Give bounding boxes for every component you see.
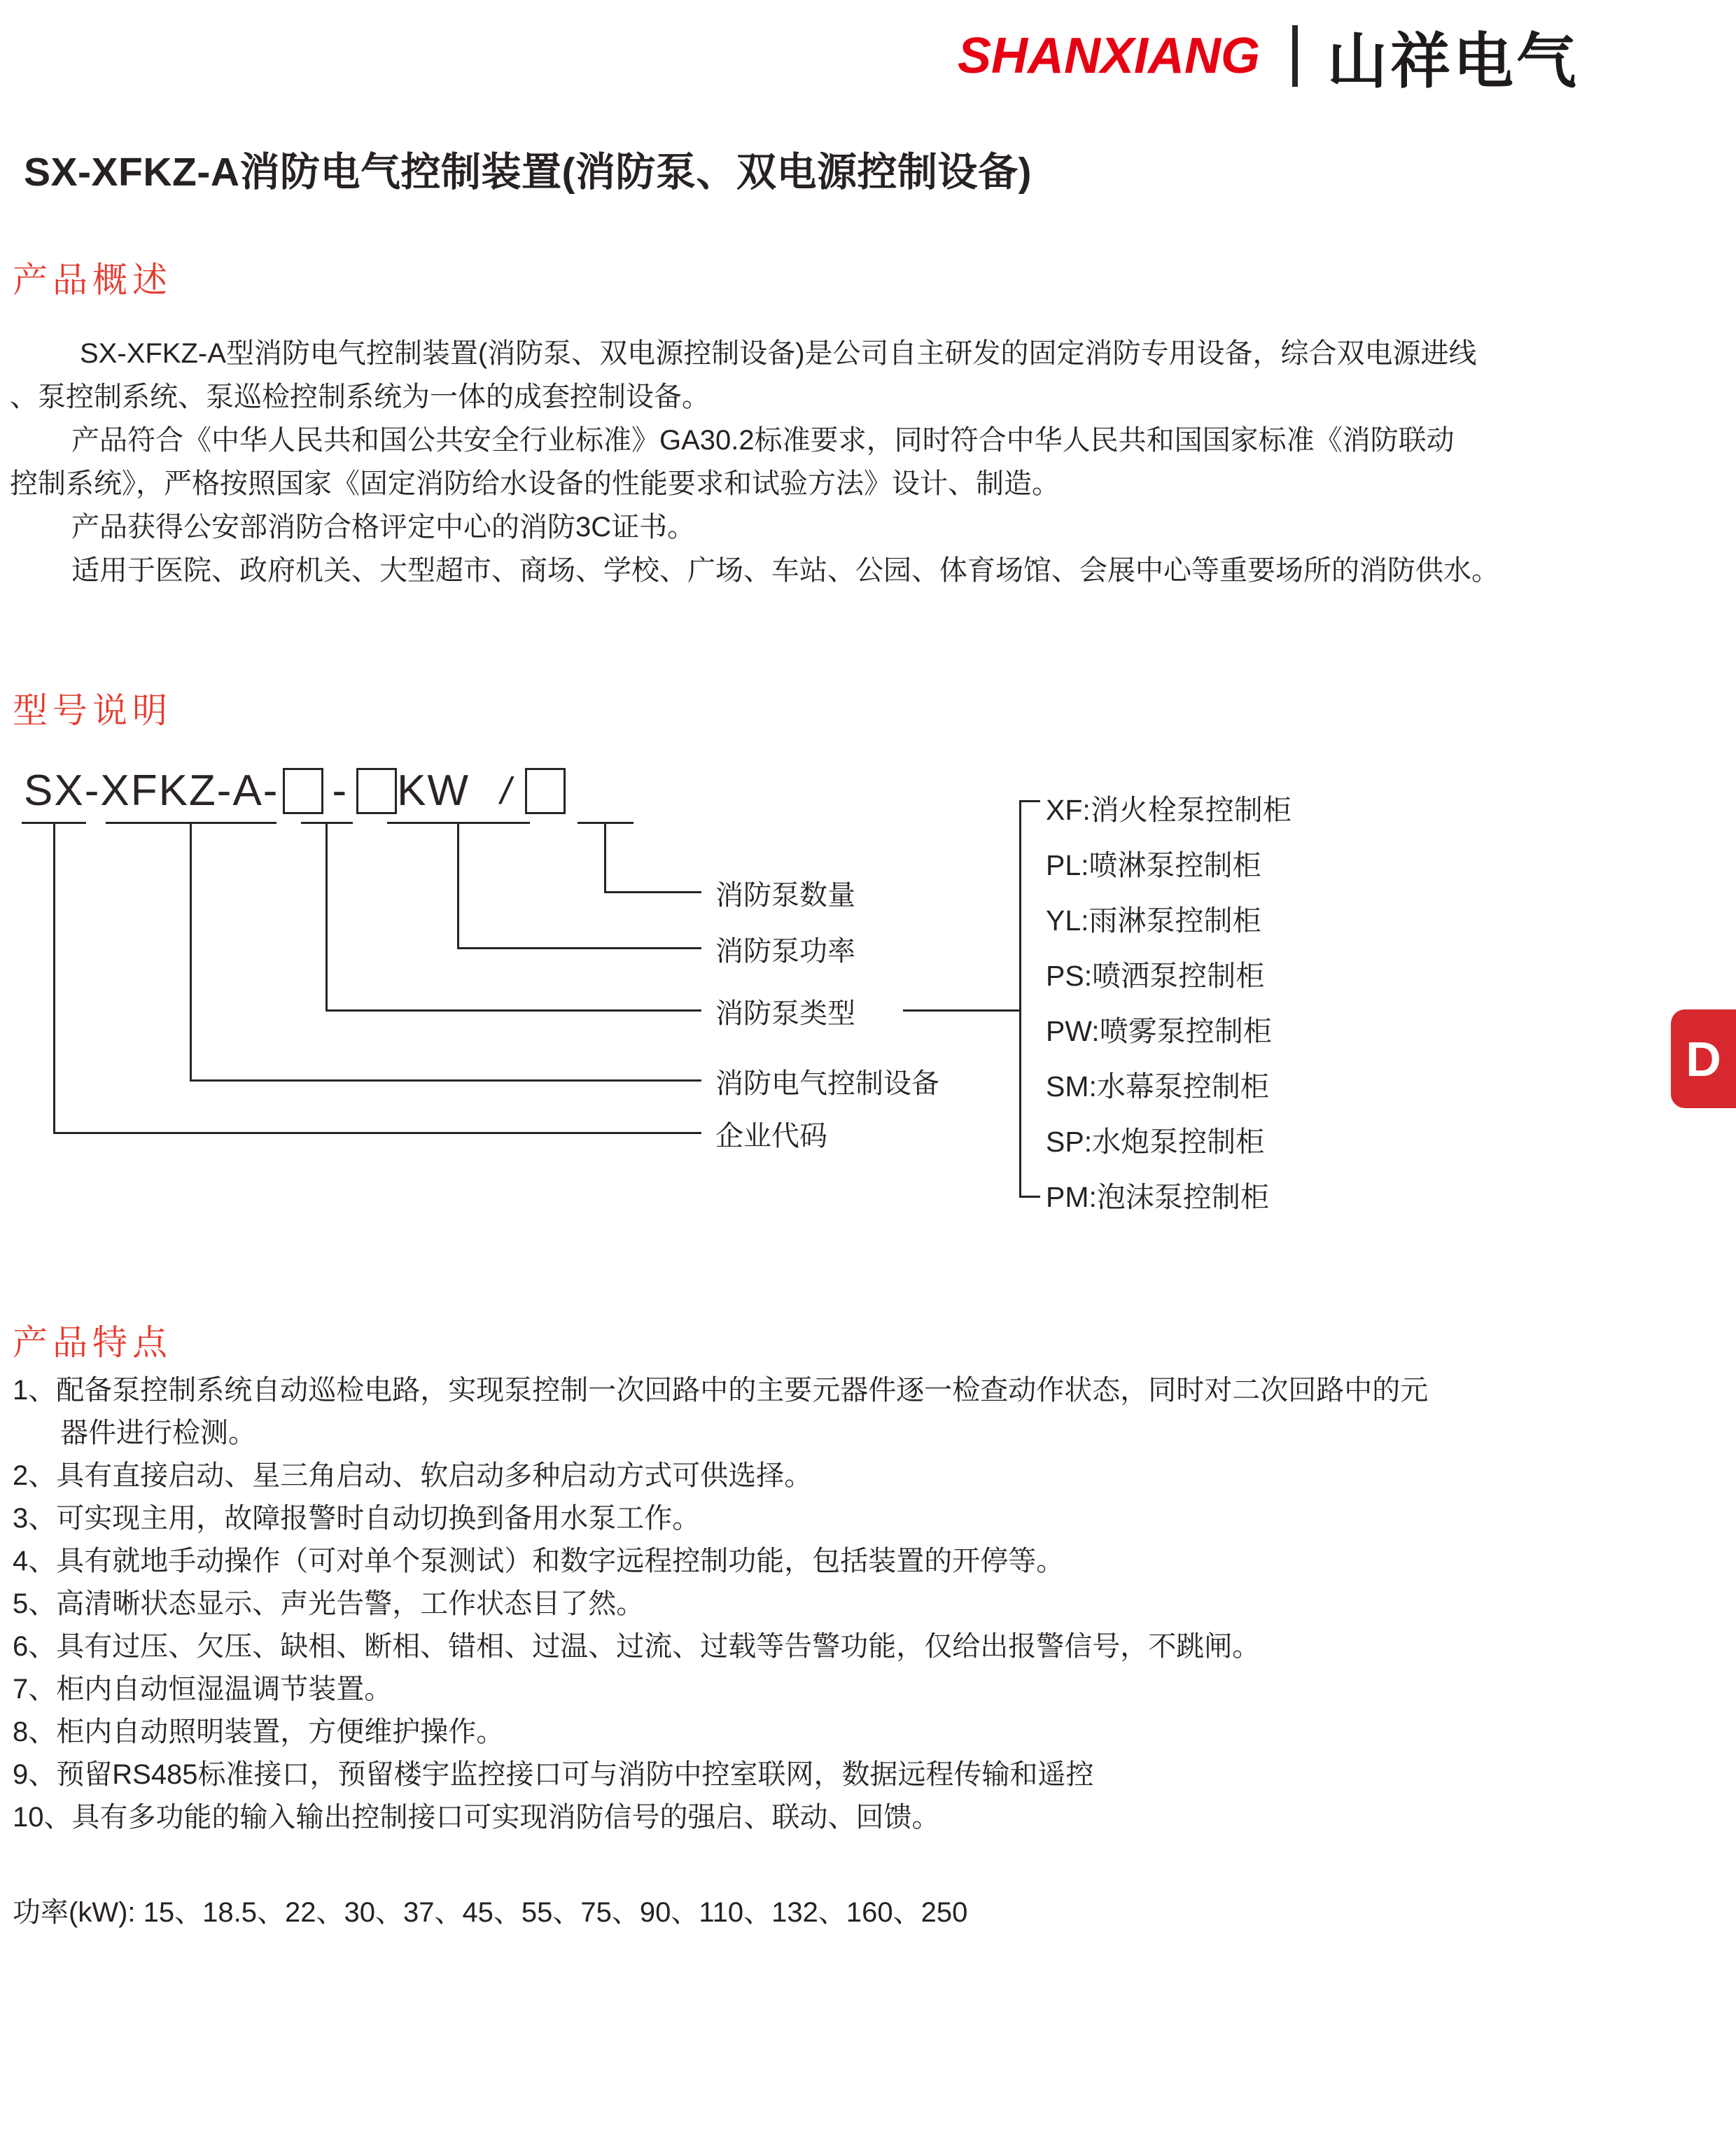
model-code-line bbox=[24, 766, 566, 816]
leader-horizontal-pump-type bbox=[326, 1009, 701, 1012]
pump-type-item: PM:泡沫泵控制柜 bbox=[1046, 1181, 1269, 1213]
leader-line-company-code bbox=[53, 822, 55, 1134]
brand-wordmark-cjk: 山祥电气 bbox=[1327, 28, 1580, 95]
pump-type-bracket-bottom-tick bbox=[1019, 1196, 1040, 1198]
page-title: SX-XFKZ-A消防电气控制装置(消防泵、双电源控制设备) bbox=[24, 150, 1032, 195]
feature-item bbox=[13, 1668, 1728, 1711]
leader-horizontal-pump-power bbox=[457, 947, 701, 949]
model-prefix: SX-XFKZ-A- bbox=[24, 767, 279, 815]
section-heading-model: 型号说明 bbox=[13, 691, 172, 730]
pump-type-item: SP:水炮泵控制柜 bbox=[1046, 1126, 1265, 1158]
model-slash: / bbox=[500, 769, 512, 812]
pump-type-bracket bbox=[1019, 800, 1021, 1198]
model-placeholder-box-qty bbox=[525, 768, 566, 814]
feature-text-continuation: 器件进行检测。 bbox=[60, 1418, 256, 1448]
pump-type-item: YL:雨淋泵控制柜 bbox=[1046, 904, 1261, 937]
pump-type-item: PL:喷淋泵控制柜 bbox=[1046, 849, 1261, 881]
overview-paragraphs bbox=[10, 332, 1732, 592]
diagram-label-pump-power: 消防泵功率 bbox=[715, 936, 855, 967]
feature-text: 高清晰状态显示、声光告警，工作状态目了然。 bbox=[56, 1588, 645, 1619]
feature-text: 具有过压、欠压、缺相、断相、错相、过温、过流、过载等告警功能，仅给出报警信号，不跳闸。 bbox=[56, 1631, 1261, 1662]
overview-line: SX-XFKZ-A型消防电气控制装置(消防泵、双电源控制设备)是公司自主研发的固定消防专用设备，综合双电源进线 bbox=[80, 338, 1477, 369]
leader-line-pump-type bbox=[326, 822, 328, 1012]
feature-number: 3、 bbox=[13, 1503, 57, 1534]
feature-text: 具有就地手动操作（可对单个泵测试）和数字远程控制功能，包括装置的开停等。 bbox=[56, 1546, 1065, 1576]
feature-text: 具有直接启动、星三角启动、软启动多种启动方式可供选择。 bbox=[56, 1460, 813, 1491]
feature-number: 2、 bbox=[13, 1460, 57, 1491]
power-ratings-line: 功率(kW): 15、18.5、22、30、37、45、55、75、90、110、132、160、250 bbox=[13, 1897, 968, 1928]
model-placeholder-box-type bbox=[283, 768, 323, 814]
feature-text: 可实现主用，故障报警时自动切换到备用水泵工作。 bbox=[56, 1503, 701, 1534]
feature-number: 4、 bbox=[13, 1546, 57, 1576]
pump-type-item: PW:喷雾泵控制柜 bbox=[1046, 1015, 1272, 1047]
pump-type-bracket-link bbox=[903, 1009, 1019, 1012]
pump-type-bracket-top-tick bbox=[1019, 800, 1040, 802]
feature-item bbox=[13, 1796, 1728, 1839]
feature-text: 配备泵控制系统自动巡检电路，实现泵控制一次回路中的主要元器件逐一检查动作状态，同时对二次回路中的元 bbox=[56, 1375, 1429, 1406]
feature-number: 8、 bbox=[13, 1716, 57, 1747]
leader-line-pump-power bbox=[457, 822, 459, 949]
diagram-label-pump-type: 消防泵类型 bbox=[715, 998, 855, 1029]
feature-number: 5、 bbox=[13, 1588, 57, 1619]
model-placeholder-box-power bbox=[356, 768, 397, 814]
feature-text: 预留RS485标准接口，预留楼宇监控接口可与消防中控室联网，数据远程传输和遥控 bbox=[56, 1759, 1094, 1790]
pump-type-item: SM:水幕泵控制柜 bbox=[1046, 1070, 1269, 1103]
feature-item bbox=[13, 1455, 1728, 1497]
feature-list bbox=[13, 1369, 1728, 1839]
feature-number: 6、 bbox=[13, 1631, 57, 1662]
overview-line: 产品获得公安部消防合格评定中心的消防3C证书。 bbox=[71, 512, 696, 543]
feature-number: 1、 bbox=[13, 1375, 57, 1406]
section-index-tab bbox=[1671, 1009, 1736, 1108]
brand-divider bbox=[1292, 25, 1298, 87]
brand-wordmark-latin: SHANXIANG bbox=[958, 28, 1261, 84]
leader-line-pump-qty bbox=[604, 822, 606, 893]
section-heading-features: 产品特点 bbox=[13, 1323, 172, 1362]
overview-line: 控制系统》，严格按照国家《固定消防给水设备的性能要求和试验方法》设计、制造。 bbox=[10, 468, 1060, 499]
diagram-label-pump-qty: 消防泵数量 bbox=[715, 880, 855, 911]
leader-horizontal-company-code bbox=[53, 1132, 701, 1134]
feature-number: 9、 bbox=[13, 1759, 57, 1790]
leader-horizontal-pump-qty bbox=[604, 891, 701, 893]
brand-logo bbox=[958, 13, 1579, 99]
feature-item bbox=[13, 1711, 1728, 1754]
section-heading-overview: 产品概述 bbox=[13, 260, 172, 300]
pump-type-item: PS:喷洒泵控制柜 bbox=[1046, 960, 1265, 992]
feature-text: 柜内自动照明装置，方便维护操作。 bbox=[56, 1716, 505, 1747]
section-index-letter: D bbox=[1686, 1031, 1721, 1086]
model-kw: KW bbox=[397, 767, 470, 815]
leader-horizontal-control-device bbox=[190, 1079, 701, 1082]
feature-text: 柜内自动恒湿温调节装置。 bbox=[56, 1674, 393, 1705]
model-dash: - bbox=[332, 767, 349, 815]
overview-line: 、泵控制系统、泵巡检控制系统为一体的成套控制设备。 bbox=[10, 382, 710, 412]
feature-item bbox=[13, 1369, 1728, 1455]
feature-number: 7、 bbox=[13, 1674, 57, 1705]
pump-type-item: XF:消火栓泵控制柜 bbox=[1046, 794, 1292, 826]
feature-item bbox=[13, 1754, 1728, 1796]
overview-line: 产品符合《中华人民共和国公共安全行业标准》GA30.2标准要求，同时符合中华人民共和国国家标准《消防联动 bbox=[71, 425, 1455, 456]
leader-line-control-device bbox=[190, 822, 192, 1082]
feature-number: 10、 bbox=[13, 1802, 72, 1833]
feature-item bbox=[13, 1540, 1728, 1583]
feature-item bbox=[13, 1625, 1728, 1668]
diagram-label-control-device: 消防电气控制设备 bbox=[715, 1068, 939, 1099]
feature-item bbox=[13, 1583, 1728, 1625]
feature-text: 具有多功能的输入输出控制接口可实现消防信号的强启、联动、回馈。 bbox=[71, 1802, 940, 1833]
overview-line: 适用于医院、政府机关、大型超市、商场、学校、广场、车站、公园、体育场馆、会展中心等重要场所的消防供水。 bbox=[71, 555, 1499, 586]
diagram-label-company-code: 企业代码 bbox=[715, 1121, 827, 1152]
feature-item bbox=[13, 1497, 1728, 1540]
